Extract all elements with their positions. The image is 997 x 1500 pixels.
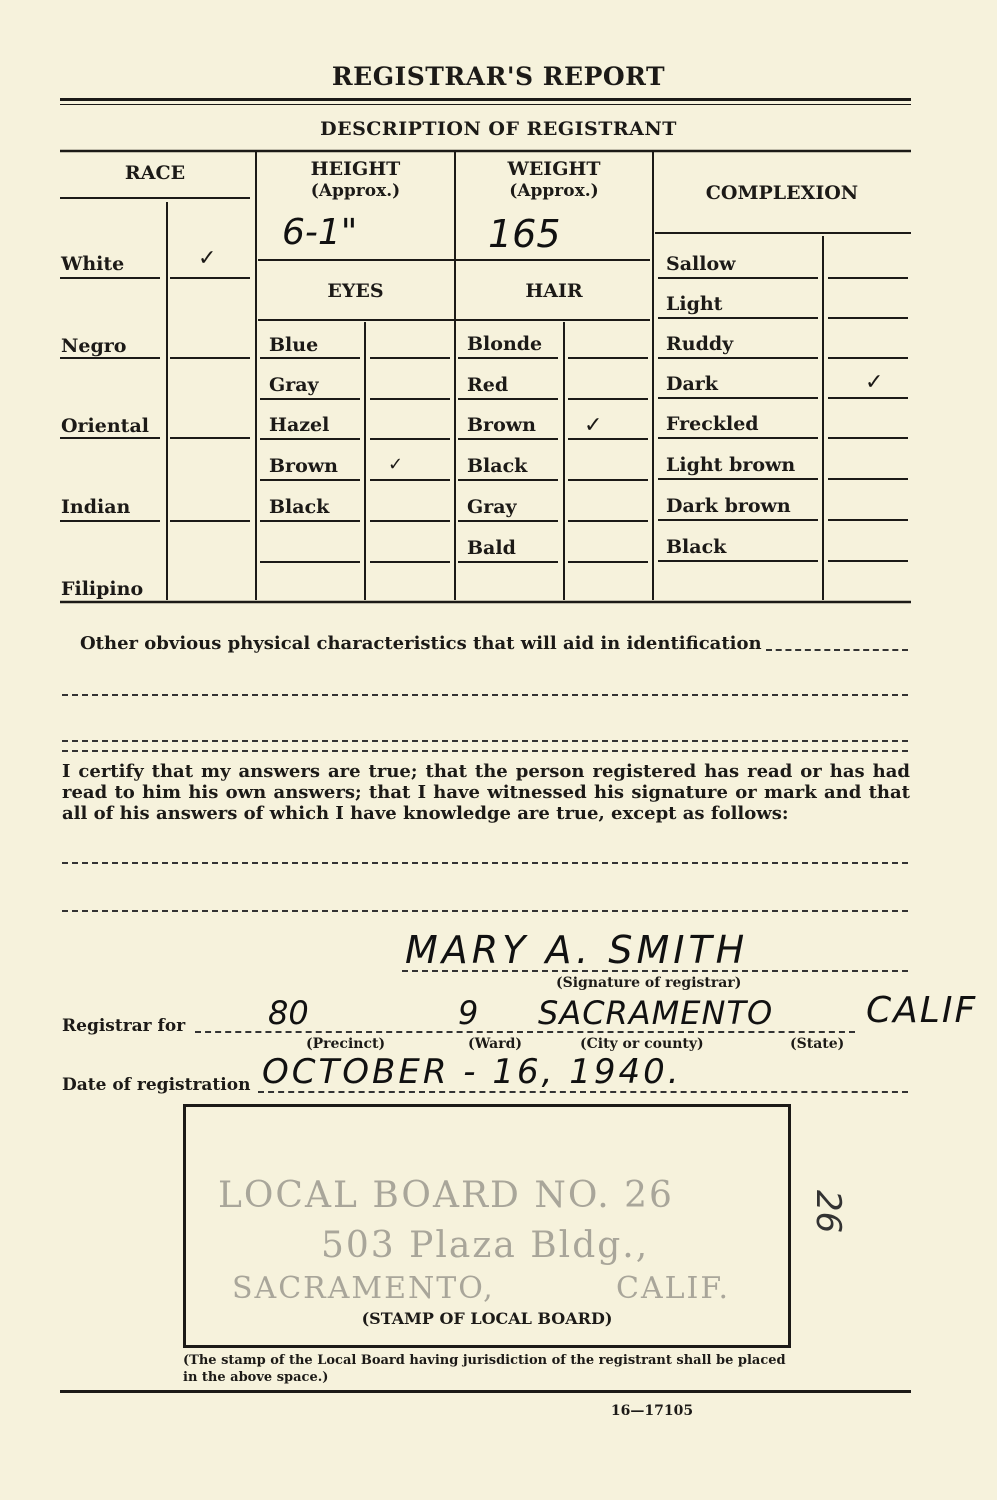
hair-header: HAIR <box>525 280 583 302</box>
form-number: 16—17105 <box>610 1403 694 1419</box>
complexion-dark-check-mark: ✓ <box>865 370 884 395</box>
other-characteristics-line-1 <box>766 649 908 651</box>
stamp-line-state: CALIF. <box>616 1271 731 1306</box>
complexion-option-light-brown: Light brown <box>666 454 796 476</box>
weight-header-label: WEIGHT <box>507 158 601 180</box>
local-board-stamp-box <box>183 1104 791 1348</box>
city-value: SACRAMENTO <box>538 994 774 1032</box>
eyes-option-hazel: Hazel <box>269 414 330 436</box>
date-of-registration-label: Date of registration <box>62 1075 251 1095</box>
complexion-option-black: Black <box>666 536 727 558</box>
complexion-option-freckled: Freckled <box>666 413 759 435</box>
race-white-check-mark: ✓ <box>198 246 217 271</box>
signature-caption: (Signature of registrar) <box>556 975 742 991</box>
hair-option-bald: Bald <box>467 537 516 559</box>
city-caption: (City or county) <box>580 1036 704 1052</box>
height-header-sub: (Approx.) <box>310 181 401 201</box>
state-value: CALIF <box>866 990 978 1031</box>
other-characteristics-label: Other obvious physical characteristics that will aid in identification <box>80 633 762 654</box>
weight-header-sub: (Approx.) <box>509 181 599 201</box>
weight-value: 165 <box>488 212 561 256</box>
exception-line-2 <box>62 910 908 912</box>
complexion-option-sallow: Sallow <box>666 253 736 275</box>
stamp-caption: (STAMP OF LOCAL BOARD) <box>361 1309 613 1328</box>
date-of-registration-line <box>258 1091 908 1093</box>
eyes-header: EYES <box>327 280 384 302</box>
hair-brown-check-mark: ✓ <box>584 413 603 438</box>
race-option-oriental: Oriental <box>61 415 149 437</box>
precinct-value: 80 <box>268 994 309 1032</box>
stamp-line-board: LOCAL BOARD NO. 26 <box>218 1175 674 1216</box>
race-option-negro: Negro <box>61 335 127 357</box>
complexion-header: COMPLEXION <box>705 182 859 204</box>
hair-option-gray: Gray <box>467 496 517 518</box>
ward-caption: (Ward) <box>468 1036 522 1052</box>
stamp-side-mark: 26 <box>808 1190 848 1234</box>
form-title: REGISTRAR'S REPORT <box>331 62 666 91</box>
precinct-caption: (Precinct) <box>306 1036 386 1052</box>
hair-option-red: Red <box>467 374 509 396</box>
certification-text: I certify that my answers are true; that the person registered has read or has had read to him his own answers; that I have witnessed his signature or mark and that all of his answers of which I have knowledge are true, except as follows: <box>62 761 910 824</box>
ward-value: 9 <box>458 994 479 1032</box>
exception-line-1 <box>62 862 908 864</box>
form-subtitle: DESCRIPTION OF REGISTRANT <box>320 118 677 140</box>
other-characteristics-line-4 <box>62 750 908 752</box>
description-table-lines <box>0 0 997 620</box>
complexion-option-light: Light <box>666 293 723 315</box>
race-header: RACE <box>124 162 186 184</box>
stamp-line-city: SACRAMENTO, <box>232 1271 495 1306</box>
other-characteristics-line-3 <box>62 740 908 742</box>
eyes-option-black: Black <box>269 496 330 518</box>
hair-option-blonde: Blonde <box>467 333 543 355</box>
complexion-option-ruddy: Ruddy <box>666 333 734 355</box>
signature-line <box>402 970 908 972</box>
bottom-rule <box>60 1390 911 1393</box>
height-header <box>256 158 455 202</box>
eyes-option-gray: Gray <box>269 374 319 396</box>
race-option-indian: Indian <box>61 496 131 518</box>
stamp-line-address: 503 Plaza Bldg., <box>321 1225 650 1266</box>
other-characteristics-line-2 <box>62 694 908 696</box>
weight-header <box>455 158 653 202</box>
height-value: 6-1" <box>282 212 358 253</box>
eyes-brown-check-mark: ✓ <box>388 454 404 475</box>
state-caption: (State) <box>790 1036 845 1052</box>
hair-option-brown: Brown <box>467 414 536 436</box>
registrar-for-label: Registrar for <box>62 1016 186 1036</box>
hair-option-black: Black <box>467 455 528 477</box>
date-of-registration-value: OCTOBER - 16, 1940. <box>262 1052 682 1092</box>
registrar-signature: MARY A. SMITH <box>405 928 749 972</box>
complexion-option-dark: Dark <box>666 373 718 395</box>
race-option-filipino: Filipino <box>61 578 144 600</box>
race-option-white: White <box>61 253 125 275</box>
complexion-option-dark-brown: Dark brown <box>666 495 791 517</box>
height-header-label: HEIGHT <box>310 158 401 180</box>
eyes-option-blue: Blue <box>269 334 319 356</box>
eyes-option-brown: Brown <box>269 455 338 477</box>
stamp-footnote: (The stamp of the Local Board having jurisdiction of the registrant shall be placed in the above space.) <box>183 1353 786 1385</box>
